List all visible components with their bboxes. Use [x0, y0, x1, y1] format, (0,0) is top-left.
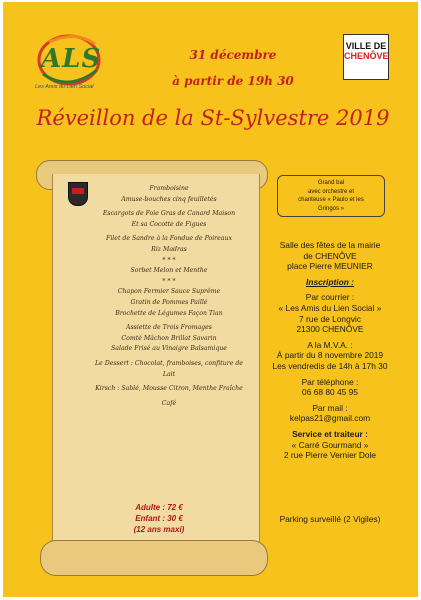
phone-label: Par téléphone :	[301, 376, 359, 387]
city-logo-line1: VILLE DE	[345, 41, 387, 51]
city-logo-line2: CHENÔVE	[344, 51, 389, 61]
phone-number: 06 68 80 45 95	[302, 387, 358, 398]
menu-item: Escargots de Foie Gras de Canard Maison	[102, 210, 236, 218]
menu-item: Riz Madras	[151, 245, 187, 253]
mva-label: A la M.V.A. :	[307, 339, 353, 350]
menu-item: Sorbet Melon et Menthe	[130, 267, 208, 275]
service-line: « Carré Gourmand »	[291, 439, 369, 450]
venue-line: de CHENÔVE	[303, 250, 357, 261]
bal-box	[277, 175, 385, 217]
page-title: Réveillon de la St-Sylvestre 2019	[36, 106, 390, 130]
poster	[3, 2, 418, 597]
menu-list	[94, 184, 244, 409]
venue-line: place Pierre MEUNIER	[287, 261, 373, 272]
courrier-label: Par courrier :	[305, 292, 355, 303]
date-line: 31 décembre	[189, 48, 277, 62]
mva-line: À partir du 8 novembre 2019	[276, 350, 384, 361]
als-logo	[25, 30, 113, 96]
price-child-note: (12 ans maxi)	[133, 525, 185, 534]
mail-address: kelpas21@gmail.com	[289, 413, 371, 424]
coat-of-arms-icon	[68, 182, 88, 206]
scroll-roll-bottom	[40, 540, 268, 576]
service-line: 2 rue Pierre Vernier Dole	[283, 450, 377, 461]
bal-line: Gringos »	[317, 205, 344, 212]
logo-subtitle: Les Amis du Lien Social	[35, 84, 94, 90]
city-logo	[343, 34, 389, 80]
menu-item: Framboisine	[149, 185, 189, 192]
courrier-line: « Les Amis du Lien Social »	[278, 302, 382, 313]
event-date	[168, 42, 298, 94]
mva-line: Les vendredis de 14h à 17h 30	[272, 360, 388, 371]
inscription-heading: Inscription :	[306, 276, 354, 287]
prices	[104, 502, 214, 535]
bal-line: Grand bal	[317, 180, 345, 186]
menu-item: Café	[161, 399, 177, 407]
menu-item: Chapon Fermier Sauce Suprême	[117, 288, 221, 296]
mail-label: Par mail :	[312, 402, 348, 413]
menu-item: Brochette de Légumes Façon Tian	[115, 309, 223, 317]
price-adult: Adulte : 72 €	[135, 503, 183, 512]
info-column	[258, 240, 402, 461]
time-line: à partir de 19h 30	[172, 74, 294, 88]
menu-item: Comté Mâchon Brillat Savarin	[121, 334, 217, 342]
menu-separator: * * *	[162, 277, 176, 285]
logo-letters: ALS	[41, 44, 102, 74]
menu-item: Filet de Sandre à la Fondue de Poireaux	[106, 235, 232, 243]
menu-scroll	[36, 160, 266, 580]
menu-item: Salade Frisé au Vinaigre Balsamique	[111, 345, 227, 353]
bal-line: avec orchestre et	[307, 188, 355, 195]
menu-item: Kirsch : Sablé, Mousse Citron, Menthe Fraîche	[95, 385, 243, 393]
bal-line: chanteuse « Paulo et les	[298, 197, 364, 203]
menu-item: Le Dessert : Chocolat, framboises, confiture de Lait	[95, 359, 243, 378]
menu-item: Amuse-bouches cinq feuilletés	[121, 195, 217, 203]
price-child: Enfant : 30 €	[135, 514, 183, 523]
menu-separator: * * *	[162, 256, 176, 264]
courrier-line: 21300 CHENÔVE	[296, 324, 364, 335]
courrier-line: 7 rue de Longvic	[299, 313, 361, 324]
service-label: Service et traiteur :	[292, 428, 368, 439]
menu-item: Et sa Cocotte de Figues	[131, 220, 207, 228]
menu-item: Gratin de Pommes Paillé	[130, 298, 208, 306]
venue-line: Salle des fêtes de la mairie	[279, 240, 381, 250]
parking-note: Parking surveillé (2 Vigiles)	[279, 514, 381, 524]
menu-item: Assiette de Trois Fromages	[126, 324, 212, 332]
